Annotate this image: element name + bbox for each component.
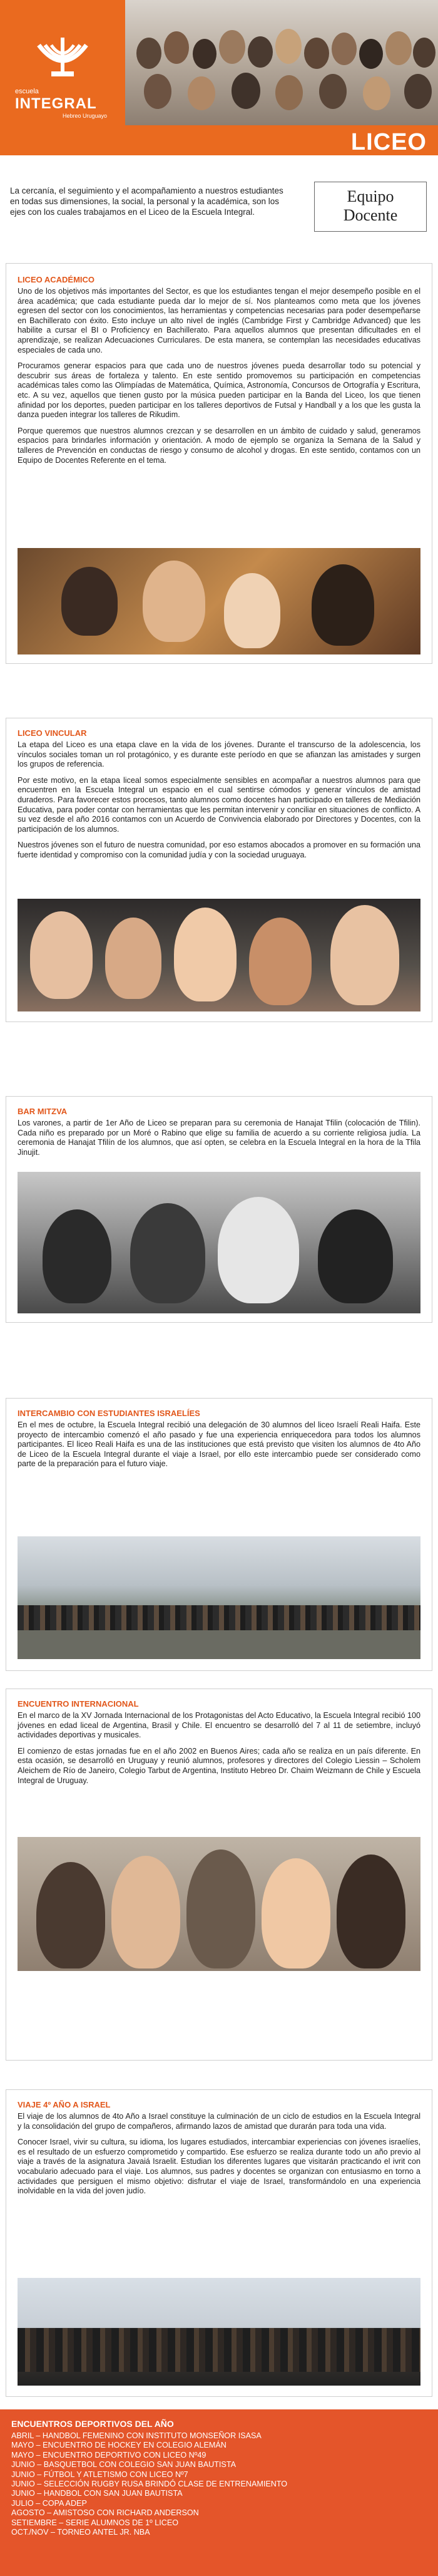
barmitzva-title: BAR MITZVA <box>18 1107 68 1116</box>
footer-event: AGOSTO – AMISTOSO CON RICHARD ANDERSON <box>11 2508 199 2518</box>
barmitzva-paragraph-1: Los varones, a partir de 1er Año de Liceo se preparan para su ceremonia de Hanajat Tfilin (colocación de Tfilin). Cada niño es preparado por un Moré o Rabino que elige su familia de acuerdo a su corriente religiosa judía. La ceremonia de Hanajat Tfilín de los alumnos, que así opten, se celebra en la Escuela Integral en la hora de la Tfila Jinujit. <box>18 1119 420 1157</box>
footer-event: OCT./NOV – TORNEO ANTEL JR. NBA <box>11 2528 150 2537</box>
viaje-title: VIAJE 4º AÑO A ISRAEL <box>18 2100 111 2109</box>
section-intercambio <box>6 1398 432 1671</box>
page-title: LICEO <box>350 129 427 155</box>
encuentro-title: ENCUENTRO INTERNACIONAL <box>18 1699 139 1709</box>
footer-event: JUNIO – HANDBOL CON SAN JUAN BAUTISTA <box>11 2489 183 2498</box>
section-barmitzva <box>6 1096 432 1323</box>
logo-top-text: escuela <box>15 88 39 95</box>
logo-name: INTEGRAL <box>15 95 97 112</box>
academic-paragraph-1: Uno de los objetivos más importantes del Sector, es que los estudiantes tengan el mejor desempeño posible en el área académica; que cada estudiante pueda dar lo mejor de sí. Nos planteamos como meta que los jóvenes egresen del sector con los conocimientos, las herramientas y competencias necesarias para poder desempeñarse en Bachillerato con éxito. Esto incluye un alto nivel de inglés (Cambridge First y Cambridge Advanced) que les habilite a cursar el BI o Proficiency en Bachillerato. Para aquellos alumnos que presentan dificultades en el aprendizaje, se realizan Adecuaciones Curriculares. De esta manera, se contemplan las necesidades educativas especiales de cada uno. <box>18 287 420 354</box>
logo-subtitle: Hebreo Uruguayo <box>63 113 108 119</box>
footer-event: JUNIO – SELECCIÓN RUGBY RUSA BRINDÓ CLASE DE ENTRENAMIENTO <box>11 2480 288 2489</box>
intercambio-paragraph-1: En el mes de octubre, la Escuela Integral recibió una delegación de 30 alumnos del liceo Israelí Reali Haifa. Este proyecto de intercambio comenzó el año pasado y fue una experiencia enriquecedora para todos los alumnos participantes. El liceo Reali Haifa es una de las instituciones que está previsto que visiten los alumnos de 4to Año de Liceo de la Escuela Integral durante el viaje a Israel, por ello este intercambio puede ser considerado como parte de la preparación para el futuro viaje. <box>18 1420 420 1469</box>
footer-event: MAYO – ENCUENTRO DEPORTIVO CON LICEO Nº49 <box>11 2450 206 2460</box>
academic-photo <box>18 548 420 654</box>
footer-event: JULIO – COPA ADEP <box>11 2498 87 2508</box>
intercambio-title: INTERCAMBIO CON ESTUDIANTES ISRAELÍES <box>18 1409 200 1418</box>
footer-events-list <box>11 2431 287 2537</box>
vincular-paragraph-1: La etapa del Liceo es una etapa clave en la vida de los jóvenes. Durante el transcurso de la adolescencia, los vínculos sociales toman un rol protagónico, y es durante este período en que se afianzan las amistades y surgen los grupos de referencia. <box>18 740 420 769</box>
vincular-photo <box>18 899 420 1011</box>
academic-paragraph-2: Procuramos generar espacios para que cada uno de nuestros jóvenes pueda desarrollar todo su potencial y descubrir sus áreas de fortaleza y talento. En este sentido promovemos su participación en competencias académicas tales como las Olimpíadas de Matemática, Química, Astronomía, Concursos de Ortografía y Escritura, etc. A su vez, aquellos que tienen gusto por la música pueden participar en la Banda del Liceo, los que tienen afinidad por los deportes, pueden participar en los talleres deportivos de Futsal y Handball y a los que les gusta la danza pueden integrar los talleres de Rikudim. <box>18 361 420 420</box>
footer-event: MAYO – ENCUENTRO DE HOCKEY EN COLEGIO ALEMÁN <box>11 2441 227 2450</box>
team-box <box>314 182 427 232</box>
team-box-line1: Equipo <box>347 187 394 205</box>
vincular-paragraph-3: Nuestros jóvenes son el futuro de nuestra comunidad, por eso estamos abocados a promover en su formación una fuerte identidad y compromiso con la comunidad judía y con la sociedad uruguaya. <box>18 841 420 859</box>
menorah-logo-icon <box>33 33 93 93</box>
section-academic <box>6 263 432 664</box>
footer-event: SETIEMBRE – SERIE ALUMNOS DE 1º LICEO <box>11 2518 179 2527</box>
academic-paragraph-3: Porque queremos que nuestros alumnos crezcan y se desarrollen en un ámbito de cuidado y salud, generamos espacios para brindarles información y orientación. A modo de ejemplo se organiza la Semana de la Salud y talleres de Prevención en conductas de riesgo y consumo de alcohol y drogas. En este sentido, contamos con un Equipo de Docentes Referente en el tema. <box>18 426 420 465</box>
encuentro-photo <box>18 1837 420 1971</box>
viaje-photo <box>18 2278 420 2386</box>
header-group-photo <box>125 0 438 125</box>
section-encuentro <box>6 1689 432 2061</box>
intro-text: La cercanía, el seguimiento y el acompañamiento a nuestros estudiantes en todas sus dimensiones, la social, la personal y la académica, son los ejes con los cuales trabajamos en el Liceo de la Escuela Integral. <box>10 186 283 217</box>
section-viaje <box>6 2089 432 2397</box>
encuentro-paragraph-2: El comienzo de estas jornadas fue en el año 2002 en Buenos Aires; cada año se realiza en un país diferente. En esta ocasión, se desarrolló en Uruguay y reunió alumnos, profesores y directores del Colegio Liessin – Scholem Aleichem de Río de Janeiro, Colegio Tarbut de Argentina, Instituto Hebreo Dr. Chaim Weizmann de Chile y Escuela Integral de Uruguay. <box>18 1746 420 1785</box>
footer-title: ENCUENTROS DEPORTIVOS DEL AÑO <box>11 2419 174 2429</box>
footer-event: JUNIO – BASQUETBOL CON COLEGIO SAN JUAN BAUTISTA <box>11 2460 236 2470</box>
vincular-paragraph-2: Por este motivo, en la etapa liceal somos especialmente sensibles en acompañar a nuestros alumnos para que encuentren en la Escuela Integral un espacio en el cual sentirse cómodos y generar vínculos de amistad duraderos. Para favorecer estos procesos, tanto alumnos como docentes han participado en talleres de Mediación Educativa, para poder contar con herramientas que les permitan intervenir y conciliar en situaciones de conflicto. A su vez desde el año 2016 contamos con un Acuerdo de Convivencia elaborado por Directores y Docentes, con la participación de los alumnos. <box>18 775 420 834</box>
footer-event: JUNIO – FÚTBOL Y ATLETISMO CON LICEO Nº7 <box>11 2470 188 2479</box>
barmitzva-photo <box>18 1172 420 1313</box>
team-box-line2: Docente <box>343 206 398 224</box>
section-vincular <box>6 718 432 1022</box>
encuentro-paragraph-1: En el marco de la XV Jornada Internacional de los Protagonistas del Acto Educativo, la Escuela Integral recibió 100 jóvenes en edad liceal de Argentina, Brasil y Chile. El encuentro se desarrolló del 7 al 11 de setiembre, incluyó actividades deportivas y musicales. <box>18 1711 420 1740</box>
academic-title: LICEO ACADÉMICO <box>18 275 95 284</box>
footer-event: ABRIL – HANDBOL FEMENINO CON INSTITUTO MONSEÑOR ISASA <box>11 2431 262 2440</box>
vincular-title: LICEO VINCULAR <box>18 728 87 738</box>
intercambio-photo <box>18 1536 420 1659</box>
viaje-paragraph-2: Conocer Israel, vivir su cultura, su idioma, los lugares estudiados, intercambiar experiencias con jóvenes israelíes, es el resultado de un esfuerzo comprometido y compartido. Ese esfuerzo se realiza durante todo un año previo al viaje a través de la asignatura Javaiá Israelit. Estudian los diferentes lugares que visitarán practicando el ivrit con vocabulario adecuado para el viaje. Los alumnos, sus padres y docentes se organizan con entusiasmo en torno a actividades que persiguen el mismo objetivo: disfrutar el viaje de Israel, transformándolo en una experiencia inolvidable en la vida del joven judío. <box>18 2138 420 2196</box>
viaje-paragraph-1: El viaje de los alumnos de 4to Año a Israel constituye la culminación de un ciclo de estudios en la Escuela Integral y la consolidación del grupo de compañeros, afirmando lazos de amistad que durarán para toda una vida. <box>18 2112 420 2131</box>
